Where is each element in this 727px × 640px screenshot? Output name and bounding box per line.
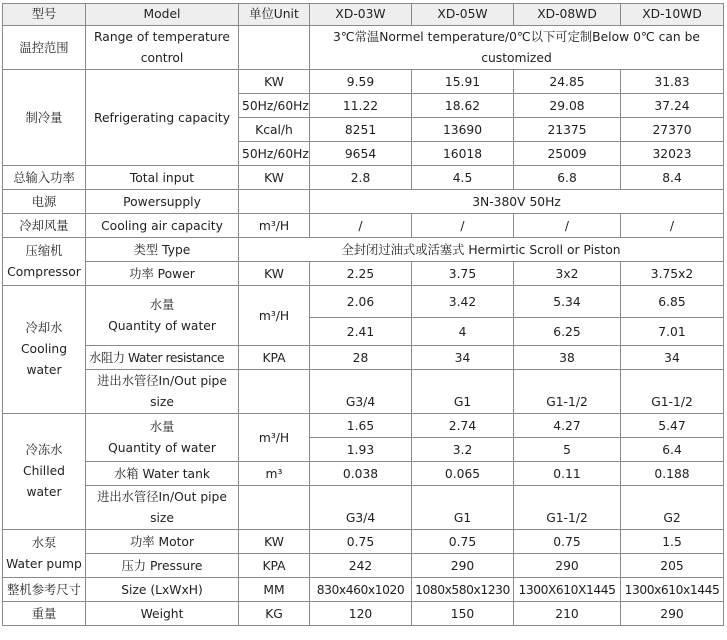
value-cell: 120: [310, 602, 412, 626]
unit-cell: KPA: [239, 346, 310, 370]
value-cell: 27370: [621, 118, 724, 142]
table-row: [3, 554, 724, 578]
table-row: [3, 414, 724, 438]
value-cell: 210: [514, 602, 621, 626]
value-cell: G3/4: [310, 486, 412, 530]
unit-cell: KW: [239, 262, 310, 286]
value-cell: 7.01: [621, 318, 724, 346]
value-cell: 32023: [621, 142, 724, 166]
unit-cell: Kcal/h: [239, 118, 310, 142]
table-row: [3, 486, 724, 530]
unit-cell: KG: [239, 602, 310, 626]
unit-cell: m³/H: [239, 286, 310, 346]
unit-cell: KPA: [239, 554, 310, 578]
value-cell: 31.83: [621, 70, 724, 94]
table-row: [3, 602, 724, 626]
header-cell: XD-05W: [412, 4, 514, 26]
value-cell: 25009: [514, 142, 621, 166]
value-cell: 34: [412, 346, 514, 370]
unit-cell: m³/H: [239, 214, 310, 238]
value-cell: 11.22: [310, 94, 412, 118]
value-cell: 0.75: [412, 530, 514, 554]
value-cell: 6.25: [514, 318, 621, 346]
value-cell: 1300X610X1445: [514, 578, 621, 602]
value-cell: 4.27: [514, 414, 621, 438]
unit-cell: [239, 26, 310, 70]
header-cell: Model: [86, 4, 239, 26]
value-cell: 6.8: [514, 166, 621, 190]
row-label-cn: 总输入功率: [3, 166, 86, 190]
table-row: [3, 262, 724, 286]
value-cell: 28: [310, 346, 412, 370]
header-cell: 型号: [3, 4, 86, 26]
value-cell: 5: [514, 438, 621, 462]
value-cell: 1300x610x1445: [621, 578, 724, 602]
value-cell: 9.59: [310, 70, 412, 94]
row-label-cn: 制冷量: [3, 70, 86, 166]
value-cell: G2: [621, 486, 724, 530]
value-cell: G1-1/2: [514, 370, 621, 414]
value-cell: 21375: [514, 118, 621, 142]
value-cell: 2.06: [310, 286, 412, 318]
row-label-en: Powersupply: [86, 190, 239, 214]
row-label-en: Total input: [86, 166, 239, 190]
value-cell: G1: [412, 370, 514, 414]
table-row: [3, 26, 724, 70]
row-label-en: Cooling air capacity: [86, 214, 239, 238]
row-label-pump: 水泵 Water pump: [3, 530, 86, 578]
value-cell: 5.34: [514, 286, 621, 318]
row-label-en: 功率 Motor: [86, 530, 239, 554]
value-cell: /: [412, 214, 514, 238]
value-cell: 0.75: [310, 530, 412, 554]
row-label-en: 进出水管径In/Out pipe size: [86, 370, 239, 414]
value-cell: 4.5: [412, 166, 514, 190]
value-cell: 37.24: [621, 94, 724, 118]
value-cell: 0.188: [621, 462, 724, 486]
row-label-cn: 重量: [3, 602, 86, 626]
unit-cell: KW: [239, 530, 310, 554]
value-cell: 18.62: [412, 94, 514, 118]
value-cell: 8.4: [621, 166, 724, 190]
value-cell: 0.75: [514, 530, 621, 554]
value-cell: 16018: [412, 142, 514, 166]
unit-cell: KW: [239, 70, 310, 94]
value-cell: 2.74: [412, 414, 514, 438]
value-cell: 6.85: [621, 286, 724, 318]
row-label-en: Refrigerating capacity: [86, 70, 239, 166]
value-cell: 0.065: [412, 462, 514, 486]
unit-cell: [239, 486, 310, 530]
row-label-en: 功率 Power: [86, 262, 239, 286]
row-label-cn: 温控范围: [3, 26, 86, 70]
table-row: [3, 346, 724, 370]
row-label-cooling-water: 冷却水 Cooling water: [3, 286, 86, 414]
unit-cell: 50Hz/60Hz: [239, 94, 310, 118]
value-cell: 1.93: [310, 438, 412, 462]
table-row: [3, 166, 724, 190]
table-row: [3, 578, 724, 602]
value-cell: 1080x580x1230: [412, 578, 514, 602]
table-row: [3, 214, 724, 238]
row-label-cn: 整机参考尺寸: [3, 578, 86, 602]
row-label-en: 水量 Quantity of water: [86, 414, 239, 462]
value-cell: 全封闭过油式或活塞式 Hermirtic Scroll or Piston: [239, 238, 724, 262]
table-row: [3, 70, 724, 94]
header-cell: 单位Unit: [239, 4, 310, 26]
row-label-cn: 冷却风量: [3, 214, 86, 238]
value-cell: 3.2: [412, 438, 514, 462]
table-row: [3, 286, 724, 318]
value-cell: G3/4: [310, 370, 412, 414]
unit-cell: m³/H: [239, 414, 310, 462]
value-cell: G1-1/2: [514, 486, 621, 530]
row-label-compressor: 压缩机 Compressor: [3, 238, 86, 286]
value-cell: 3.75x2: [621, 262, 724, 286]
value-cell: 3.42: [412, 286, 514, 318]
value-cell: 24.85: [514, 70, 621, 94]
value-cell: G1: [412, 486, 514, 530]
value-cell: 38: [514, 346, 621, 370]
table-row: [3, 238, 724, 262]
unit-cell: MM: [239, 578, 310, 602]
row-label-en: 水阻力 Water resistance: [86, 346, 239, 370]
value-cell: 1.65: [310, 414, 412, 438]
value-cell: 2.41: [310, 318, 412, 346]
unit-cell: [239, 190, 310, 214]
value-cell: 242: [310, 554, 412, 578]
value-cell: 0.038: [310, 462, 412, 486]
value-cell: 4: [412, 318, 514, 346]
row-label-en: 压力 Pressure: [86, 554, 239, 578]
value-cell: 0.11: [514, 462, 621, 486]
header-cell: XD-03W: [310, 4, 412, 26]
value-cell: 15.91: [412, 70, 514, 94]
value-cell: 6.4: [621, 438, 724, 462]
value-cell: 3x2: [514, 262, 621, 286]
value-cell: 8251: [310, 118, 412, 142]
table-row: [3, 190, 724, 214]
row-label-en: 水量 Quantity of water: [86, 286, 239, 346]
temperature-value: 3℃常温Normel temperature/0℃以下可定制Below 0℃ can be customized: [310, 26, 724, 70]
value-cell: /: [514, 214, 621, 238]
value-cell: 2.8: [310, 166, 412, 190]
unit-cell: m³: [239, 462, 310, 486]
value-cell: 150: [412, 602, 514, 626]
table-header-row: [3, 4, 724, 26]
value-cell: 5.47: [621, 414, 724, 438]
value-cell: 290: [514, 554, 621, 578]
value-cell: 290: [412, 554, 514, 578]
row-label-en: Range of temperature control: [86, 26, 239, 70]
value-cell: 3N-380V 50Hz: [310, 190, 724, 214]
value-cell: 13690: [412, 118, 514, 142]
table-row: [3, 462, 724, 486]
unit-cell: 50Hz/60Hz: [239, 142, 310, 166]
value-cell: 1.5: [621, 530, 724, 554]
row-label-en: Size (LxWxH): [86, 578, 239, 602]
row-label-en: 类型 Type: [86, 238, 239, 262]
table-row: [3, 370, 724, 414]
spec-table: [2, 3, 724, 626]
row-label-chilled-water: 冷冻水 Chilled water: [3, 414, 86, 530]
value-cell: 3.75: [412, 262, 514, 286]
value-cell: 2.25: [310, 262, 412, 286]
value-cell: /: [621, 214, 724, 238]
row-label-cn: 电源: [3, 190, 86, 214]
header-cell: XD-10WD: [621, 4, 724, 26]
value-cell: 830x460x1020: [310, 578, 412, 602]
value-cell: 9654: [310, 142, 412, 166]
value-cell: 29.08: [514, 94, 621, 118]
unit-cell: KW: [239, 166, 310, 190]
value-cell: G1-1/2: [621, 370, 724, 414]
row-label-en: Weight: [86, 602, 239, 626]
unit-cell: [239, 370, 310, 414]
table-row: [3, 530, 724, 554]
value-cell: /: [310, 214, 412, 238]
row-label-en: 进出水管径In/Out pipe size: [86, 486, 239, 530]
header-cell: XD-08WD: [514, 4, 621, 26]
value-cell: 290: [621, 602, 724, 626]
value-cell: 205: [621, 554, 724, 578]
row-label-en: 水箱 Water tank: [86, 462, 239, 486]
value-cell: 34: [621, 346, 724, 370]
